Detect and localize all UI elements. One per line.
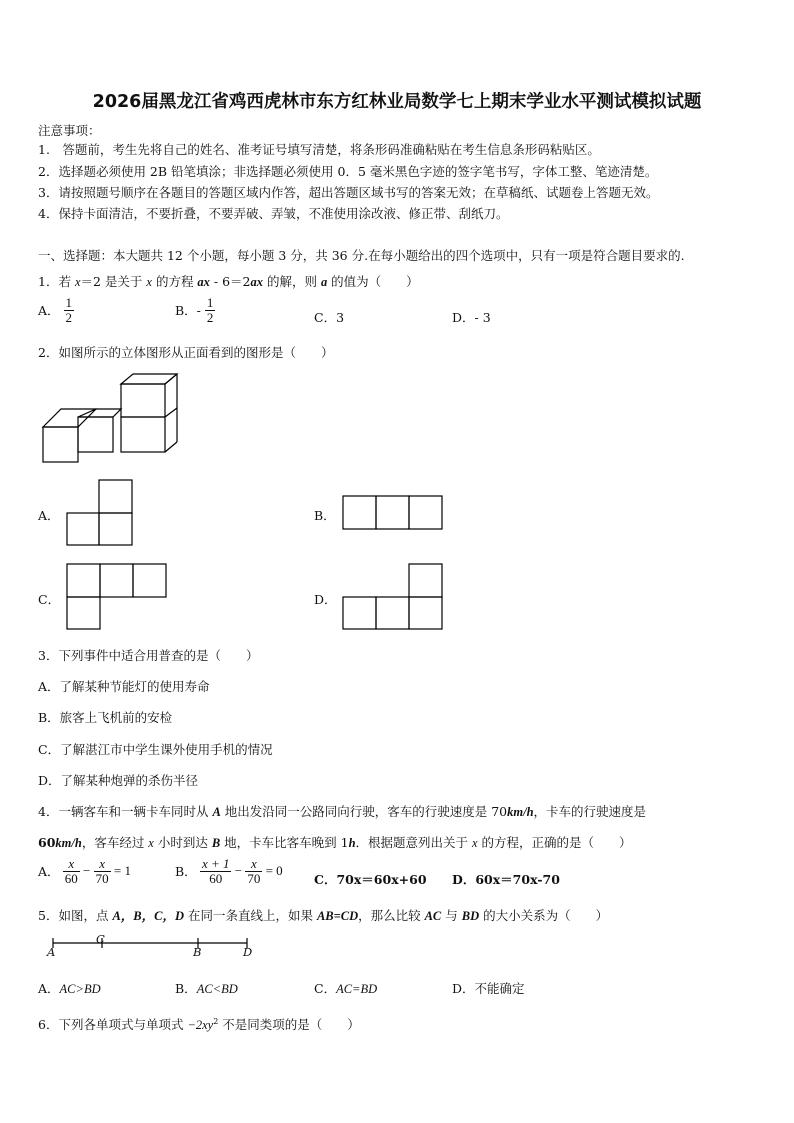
q5-option-b[interactable]: B．AC<BD [175,981,238,996]
q3-option-b[interactable]: B．旅客上飞机前的安检 [38,710,173,725]
q4-option-b[interactable]: B． $\frac{x + 1}{60}$ − $\frac{x}{70}$ = 0 [175,856,283,886]
q3-option-a[interactable]: A．了解某种节能灯的使用寿命 [38,679,210,694]
q2-option-c-figure [65,562,168,632]
q2-option-b-figure [341,494,444,531]
question-5-stem: 5．如图，点 A，B，C，D 在同一条直线上，如果 AB=CD，那么比较 AC 与 BD 的大小关系为（ ） [38,908,609,923]
q1-option-a[interactable]: A． $\frac{1}{2}$ [38,295,73,325]
q2-option-c[interactable]: C． [38,592,61,607]
question-6-stem: 6．下列各单项式与单项式 $-2xy^2$ 不是同类项的是（ ） [38,1016,360,1032]
q2-option-d-figure [341,562,444,632]
q5-line-figure [44,936,259,966]
question-1-stem: 1．若 x＝2 是关于 x 的方程 ax - 6＝2ax 的解，则 a 的值为（ ） [38,274,419,289]
notice-item-1: 1. 答题前，考生先将自己的姓名、准考证号填写清楚，将条形码准确粘贴在考生信息条形码粘贴区。 [38,142,600,157]
q3-option-c[interactable]: C．了解湛江市中学生课外使用手机的情况 [38,742,273,757]
q4-option-c[interactable]: C．70x＝60x+60 [314,872,427,887]
point-label-c: C [96,932,105,946]
point-label-a: A [47,945,56,959]
q2-option-a[interactable]: A． [38,508,60,523]
point-label-d: D [243,945,253,959]
question-2-stem: 2．如图所示的立体图形从正面看到的图形是（ ） [38,345,334,360]
notice-item-2: 2．选择题必须使用 2B 铅笔填涂；非选择题必须使用 0．5 毫米黑色字迹的签字笔书写，字体工整、笔迹清楚。 [38,164,658,179]
question-4-stem-line2: 60km/h，客车经过 x 小时到达 B 地，卡车比客车晚到 1h．根据题意列出关于 x 的方程，正确的是（ ） [38,835,632,850]
q1-option-c[interactable]: C．3 [314,310,345,325]
q5-option-d[interactable]: D．不能确定 [452,981,525,996]
section-heading: 一、选择题：本大题共 12 个小题，每小题 3 分，共 36 分.在每小题给出的四个选项中，只有一项是符合题目要求的. [38,248,685,263]
q2-option-d[interactable]: D． [314,592,337,607]
q4-option-a[interactable]: A． $\frac{x}{60}$ − $\frac{x}{70}$ = 1 [38,856,131,886]
question-4-stem-line1: 4．一辆客车和一辆卡车同时从 A 地出发沿同一公路同向行驶，客车的行驶速度是 70km/h，卡车的行驶速度是 [38,804,647,819]
q2-solid-figure [40,372,180,467]
q5-option-a[interactable]: A．AC>BD [38,981,101,996]
q4-option-d[interactable]: D．60x＝70x-70 [452,872,560,887]
q2-option-a-figure [65,478,135,548]
q1-option-d[interactable]: D．- 3 [452,310,491,325]
q3-option-d[interactable]: D．了解某种炮弹的杀伤半径 [38,773,199,788]
question-3-stem: 3．下列事件中适合用普查的是（ ） [38,648,259,663]
notice-heading: 注意事项： [38,123,101,138]
notice-item-4: 4．保持卡面清洁，不要折叠，不要弄破、弄皱，不准使用涂改液、修正带、刮纸刀。 [38,206,509,221]
q5-option-c[interactable]: C．AC=BD [314,981,378,996]
q1-option-b[interactable]: B．- $\frac{1}{2}$ [175,295,214,325]
point-label-b: B [193,945,202,959]
notice-item-3: 3．请按照题号顺序在各题目的答题区域内作答，超出答题区域书写的答案无效；在草稿纸、试题卷上答题无效。 [38,185,659,200]
page-title: 2026届黑龙江省鸡西虎林市东方红林业局数学七上期末学业水平测试模拟试题 [92,92,702,112]
q2-option-b[interactable]: B． [314,508,336,523]
